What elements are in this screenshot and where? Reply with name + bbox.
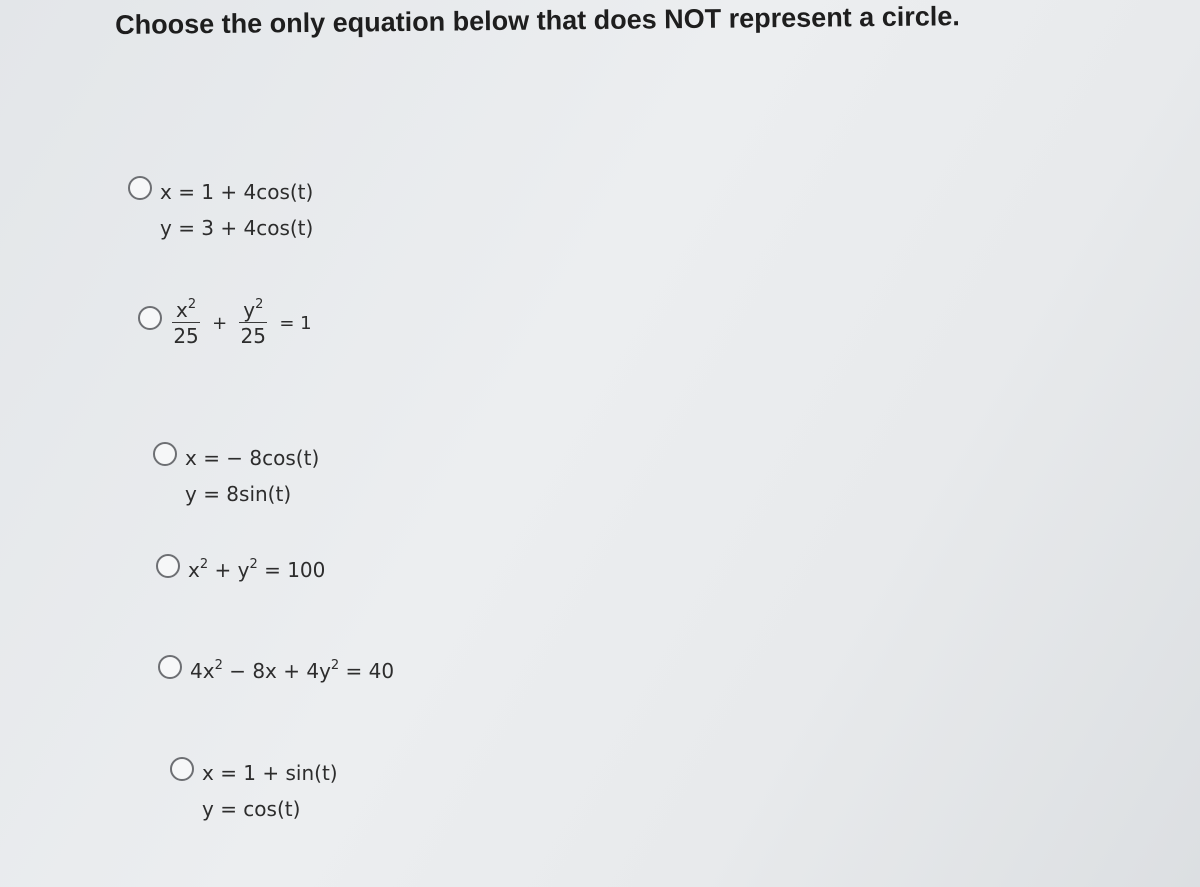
radio-button[interactable]	[138, 306, 162, 330]
option-2[interactable]	[138, 297, 322, 348]
fraction-x: $\frac{x^2}{25}$	[173, 297, 199, 348]
option-6[interactable]	[170, 755, 338, 827]
question-emphasis: NOT	[664, 3, 722, 35]
question-text	[115, 1, 960, 41]
question-suffix: represent a circle.	[720, 1, 960, 34]
equation-line-y: y = 8sin(t)	[185, 482, 292, 506]
equation-line-x: x = − 8cos(t)	[185, 446, 320, 470]
equation-line-x: x = 1 + sin(t)	[202, 761, 338, 785]
option-equation	[170, 297, 322, 348]
option-equation	[185, 440, 319, 512]
radio-button[interactable]	[170, 757, 194, 781]
radio-button[interactable]	[156, 554, 180, 578]
option-equation	[160, 174, 313, 246]
option-3[interactable]	[153, 440, 319, 512]
radio-button[interactable]	[128, 176, 152, 200]
option-4[interactable]	[156, 552, 325, 588]
equation-line-y: y = 3 + 4cos(t)	[160, 216, 314, 240]
option-5[interactable]	[158, 653, 394, 689]
option-equation: $4x^2 - 8x + 4y^2 = 40$	[190, 658, 395, 683]
radio-button[interactable]	[153, 442, 177, 466]
equation-line-y: y = cos(t)	[202, 797, 301, 821]
equation-rhs: = 1	[279, 312, 312, 334]
question-prefix: Choose the only equation below that does	[115, 4, 665, 40]
option-1[interactable]	[128, 174, 313, 246]
option-equation	[202, 755, 338, 827]
radio-button[interactable]	[158, 655, 182, 679]
option-equation: $x^2 + y^2 = 100$	[188, 557, 326, 582]
plus-sign: +	[212, 312, 228, 334]
equation-line-x: x = 1 + 4cos(t)	[160, 180, 314, 204]
fraction-y: $\frac{y^2}{25}$	[240, 297, 266, 348]
